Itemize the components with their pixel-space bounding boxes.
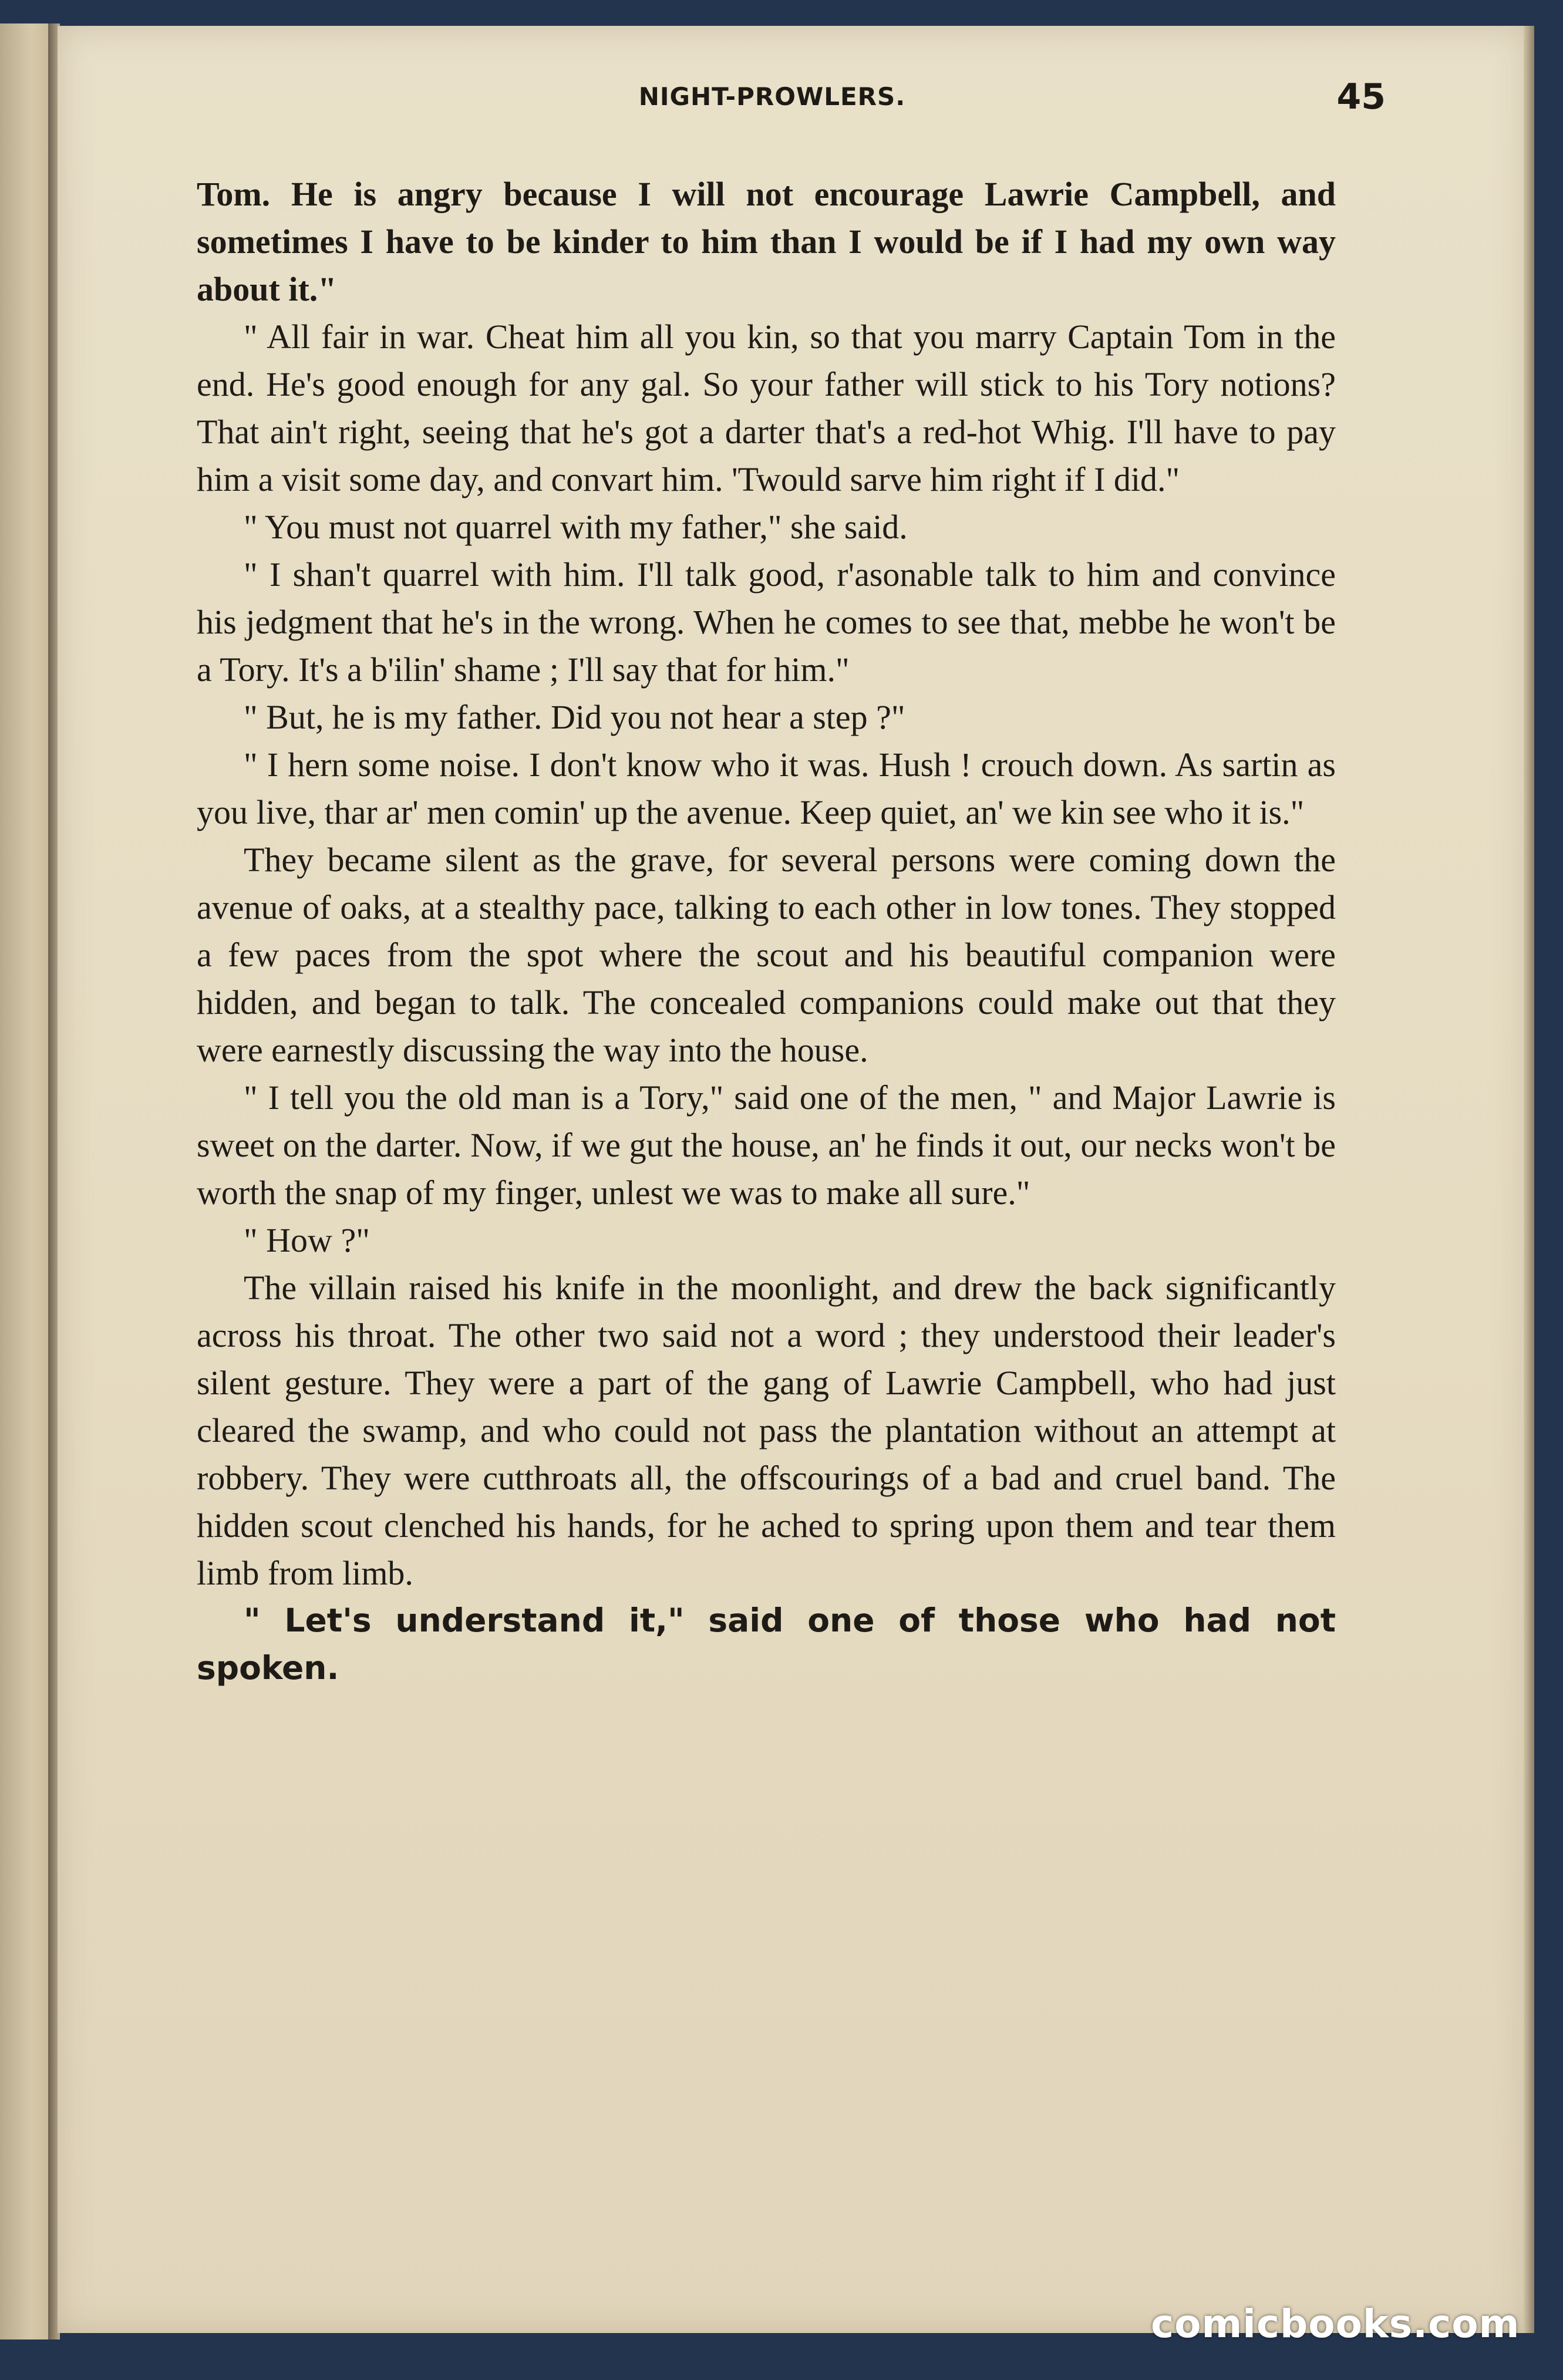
- paragraph: " But, he is my father. Did you not hear a step ?": [244, 698, 905, 736]
- paragraph: " I tell you the old man is a Tory," said one of the men, " and Major Lawrie is sweet on the darter. Now, if we gut the house, an' he finds it out, our necks won't be worth the snap of my finger, unlest we was to make all sure.": [197, 1078, 1336, 1212]
- paragraph: " I shan't quarrel with him. I'll talk good, r'asonable talk to him and convince his jedgment that he's in the wrong. When he comes to see that, mebbe he won't be a Tory. It's a b'ilin' shame ; I'll say that for him.": [197, 555, 1336, 689]
- paragraph: They became silent as the grave, for several persons were coming down the avenue of oaks, at a stealthy pace, talking to each other in low tones. They stopped a few paces from the spot where the scout and his beautiful companion were hidden, and began to talk. The concealed companions could make out that they were earnestly discussing the way into the house.: [197, 841, 1336, 1069]
- paragraph: " You must not quarrel with my father," she said.: [244, 508, 908, 546]
- right-paper-edge: [1524, 26, 1534, 2333]
- page-header: [194, 76, 1386, 129]
- paragraph: The villain raised his knife in the moonlight, and drew the back significantly across his throat. The other two said not a word ; they understood their leader's silent gesture. They were a part of the gang of Lawrie Campbell, who had just cleared the swamp, and who could not pass the plantation without an attempt at robbery. They were cutthroats all, the offscourings of a bad and cruel band. The hidden scout clenched his hands, for he ached to spring upon them and tear them limb from limb.: [197, 1269, 1336, 1592]
- paragraph: Tom. He is angry because I will not encourage Lawrie Campbell, and sometimes I have to be kinder to him than I would be if I had my own way about it.": [197, 175, 1336, 308]
- running-head: NIGHT-PROWLERS.: [638, 82, 906, 111]
- paragraph: " Let's understand it," said one of those who had not spoken.: [197, 1602, 1336, 1687]
- paragraph: " All fair in war. Cheat him all you kin, so that you marry Captain Tom in the end. He's good enough for any gal. So your father will stick to his Tory notions? That ain't right, seeing that he's got a darter that's a red-hot Whig. I'll have to pay him a visit some day, and convart him. 'Twould sarve him right if I did.": [197, 318, 1336, 498]
- page-number: 45: [1336, 76, 1386, 117]
- watermark: comicbooks.com: [1151, 2301, 1520, 2347]
- paragraph: " I hern some noise. I don't know who it was. Hush ! crouch down. As sartin as you live, thar ar' men comin' up the avenue. Keep quiet, an' we kin see who it is.": [197, 746, 1336, 831]
- paragraph: " How ?": [244, 1221, 370, 1259]
- left-page-edge: [0, 23, 56, 2339]
- body-text: [197, 170, 1336, 1692]
